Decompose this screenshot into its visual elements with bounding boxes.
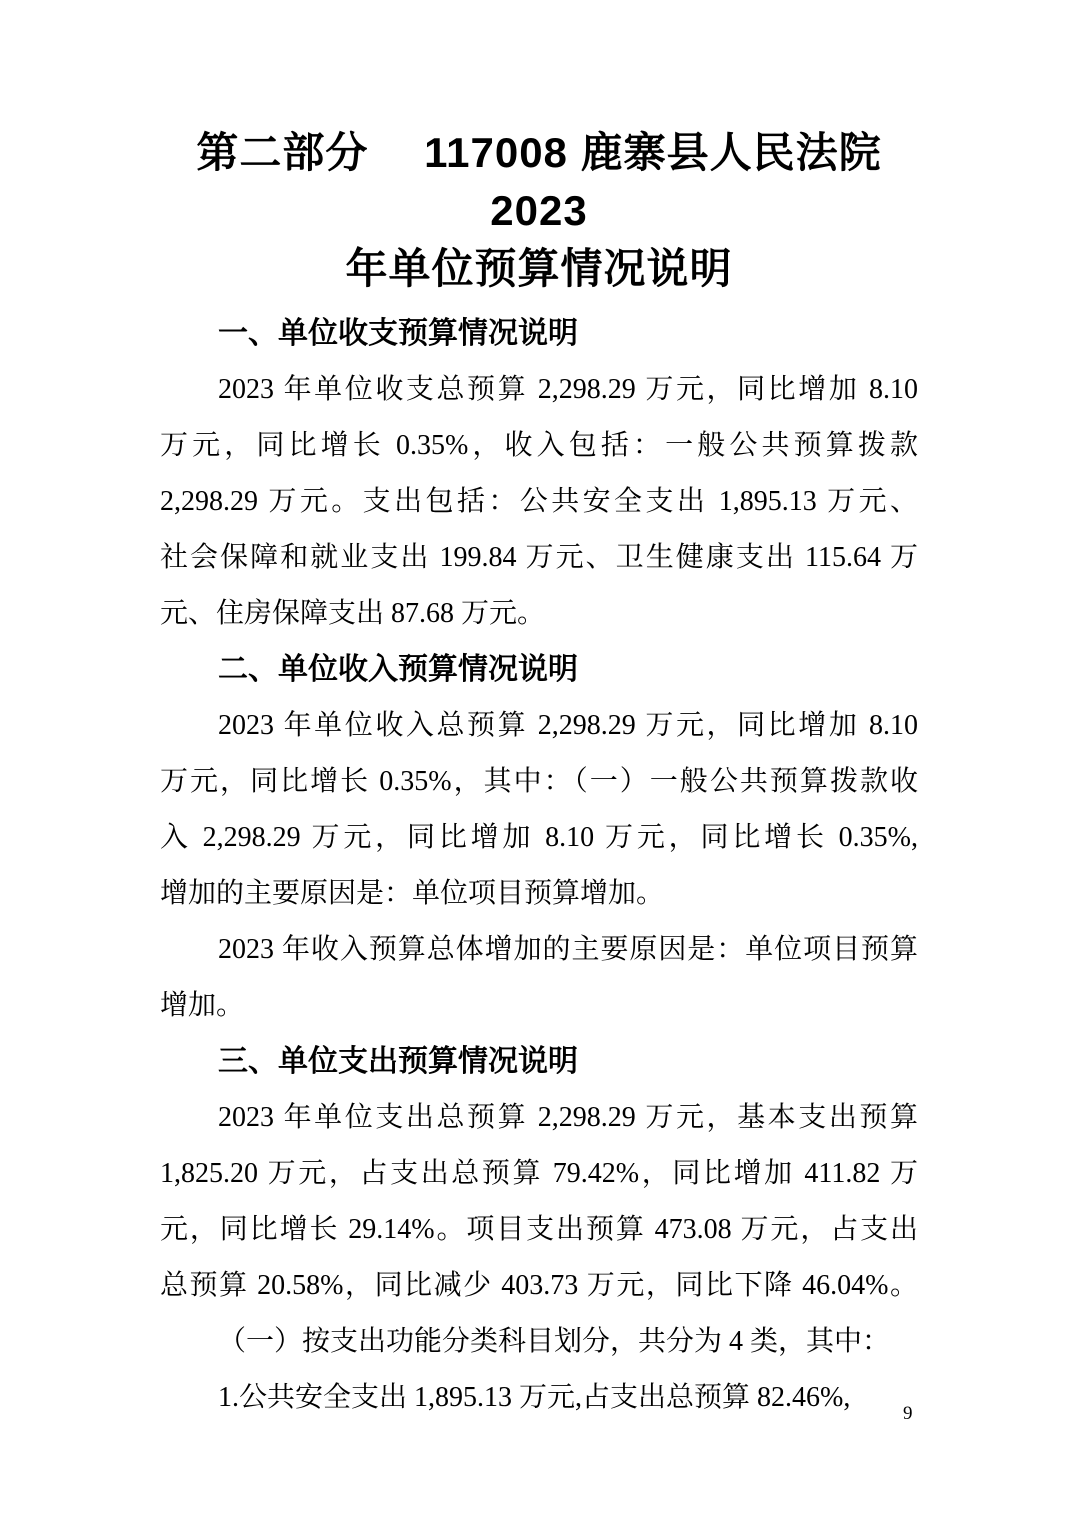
text-line: （一）按支出功能分类科目划分，共分为 4 类，其中： <box>218 1326 891 1357</box>
text-line: 元，同比增长 29.14%。项目支出预算 473.08 万元，占支出 <box>160 1214 918 1245</box>
heading-expense-budget: 三、单位支出预算情况说明 <box>218 1045 578 1078</box>
text-line: 2023 年单位收支总预算 2,298.29 万元，同比增加 8.10 <box>218 374 918 405</box>
text-line: 1,825.20 万元，占支出总预算 79.42%，同比增加 411.82 万 <box>160 1158 918 1189</box>
heading-income-expense-budget: 一、单位收支预算情况说明 <box>218 317 578 350</box>
page-number: 9 <box>903 1403 913 1424</box>
title-line-1: 第二部分 117008 鹿寨县人民法院 2023 <box>196 129 882 234</box>
text-line: 1.公共安全支出 1,895.13 万元,占支出总预算 82.46%, <box>218 1382 851 1413</box>
text-line: 社会保障和就业支出 199.84 万元、卫生健康支出 115.64 万 <box>160 542 918 573</box>
text-line: 入 2,298.29 万元，同比增加 8.10 万元，同比增长 0.35%, <box>160 822 918 853</box>
text-line: 万元，同比增长 0.35%，其中：（一）一般公共预算拨款收 <box>160 766 918 797</box>
document-title <box>160 124 918 298</box>
text-line: 增加的主要原因是：单位项目预算增加。 <box>160 878 665 909</box>
heading-income-budget: 二、单位收入预算情况说明 <box>218 653 578 686</box>
text-line: 2023 年单位收入总预算 2,298.29 万元，同比增加 8.10 <box>218 710 918 741</box>
text-line: 总预算 20.58%，同比减少 403.73 万元，同比下降 46.04%。 <box>160 1270 918 1301</box>
text-line: 2,298.29 万元。支出包括：公共安全支出 1,895.13 万元、 <box>160 486 918 517</box>
title-line-2: 年单位预算情况说明 <box>345 245 733 292</box>
text-line: 增加。 <box>160 990 245 1021</box>
document-content <box>160 124 918 1426</box>
text-line: 万元，同比增长 0.35%，收入包括：一般公共预算拨款 <box>160 430 918 461</box>
text-line: 2023 年收入预算总体增加的主要原因是：单位项目预算 <box>218 934 918 965</box>
text-line: 2023 年单位支出总预算 2,298.29 万元，基本支出预算 <box>218 1102 918 1133</box>
text-line: 元、住房保障支出 87.68 万元。 <box>160 598 546 629</box>
